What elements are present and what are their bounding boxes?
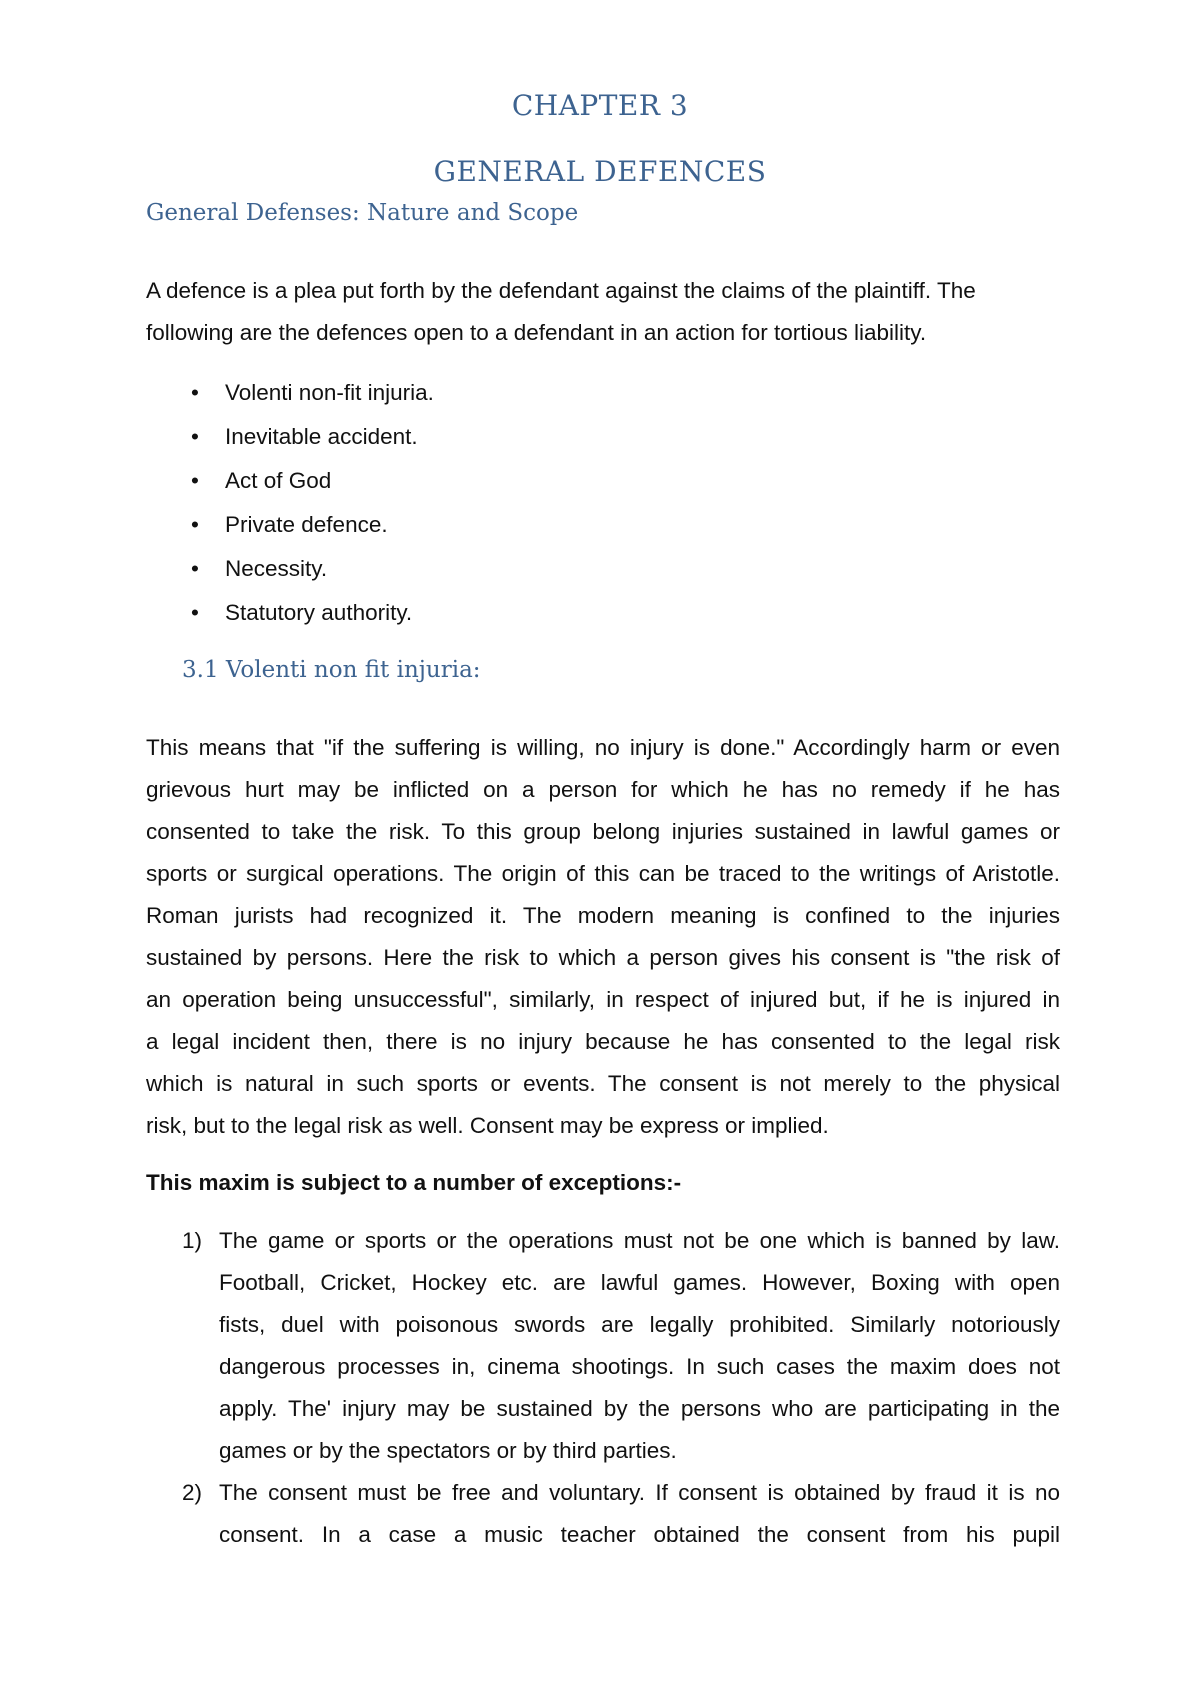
paragraph-line: apply. The' injury may be sustained by the persons who are participating in the: [219, 1396, 1060, 1421]
bullet-icon: •: [191, 512, 199, 537]
exceptions-heading: This maxim is subject to a number of exceptions:-: [146, 1170, 682, 1195]
list-item-text: Act of God: [225, 468, 332, 493]
paragraph-line: dangerous processes in, cinema shootings. In such cases the maxim does not: [219, 1354, 1060, 1379]
paragraph-line: an operation being unsuccessful", similarly, in respect of injured but, if he is injured in: [146, 987, 1060, 1012]
paragraph-line: consented to take the risk. To this group belong injuries sustained in lawful games or: [146, 819, 1060, 844]
paragraph-line: sustained by persons. Here the risk to which a person gives his consent is "the risk of: [146, 945, 1060, 970]
bullet-icon: •: [191, 424, 199, 449]
exception-text: [219, 1472, 1060, 1556]
bullet-icon: •: [191, 468, 199, 493]
paragraph-line: consent. In a case a music teacher obtained the consent from his pupil: [219, 1522, 1060, 1547]
bullet-icon: •: [191, 556, 199, 581]
intro-line: following are the defences open to a defendant in an action for tortious liability.: [146, 320, 927, 345]
list-item-text: Volenti non-fit injuria.: [225, 380, 434, 405]
list-item: [146, 503, 434, 547]
paragraph-line: The consent must be free and voluntary. If consent is obtained by fraud it is no: [219, 1480, 1060, 1505]
list-item: [146, 547, 434, 591]
list-item-text: Necessity.: [225, 556, 328, 581]
list-item: [146, 459, 434, 503]
bullet-icon: •: [191, 600, 199, 625]
intro-paragraph: [146, 270, 1060, 354]
paragraph-line: grievous hurt may be inflicted on a person for which he has no remedy if he has: [146, 777, 1060, 802]
paragraph-line: Roman jurists had recognized it. The modern meaning is confined to the injuries: [146, 903, 1060, 928]
paragraph-line: fists, duel with poisonous swords are legally prohibited. Similarly notoriously: [219, 1312, 1060, 1337]
chapter-number-heading: CHAPTER 3: [511, 89, 689, 122]
exception-number: 1): [182, 1228, 203, 1253]
paragraph-line: Football, Cricket, Hockey etc. are lawful games. However, Boxing with open: [219, 1270, 1060, 1295]
defences-list: [146, 371, 434, 635]
list-item: [146, 371, 434, 415]
exception-item: [182, 1472, 1060, 1556]
chapter-title-heading: GENERAL DEFENCES: [433, 155, 767, 188]
exception-text: [219, 1220, 1060, 1472]
paragraph-line: a legal incident then, there is no injury because he has consented to the legal risk: [146, 1029, 1060, 1054]
paragraph-line: games or by the spectators or by third parties.: [219, 1438, 677, 1463]
paragraph-line: sports or surgical operations. The origin of this can be traced to the writings of Aristotle.: [146, 861, 1060, 886]
section-heading: General Defenses: Nature and Scope: [146, 200, 579, 226]
list-item: [146, 415, 434, 459]
list-item-text: Private defence.: [225, 512, 388, 537]
intro-line: A defence is a plea put forth by the defendant against the claims of the plaintiff. The: [146, 278, 976, 303]
paragraph-line: This means that "if the suffering is willing, no injury is done." Accordingly harm or even: [146, 735, 1060, 760]
paragraph-line: risk, but to the legal risk as well. Consent may be express or implied.: [146, 1113, 829, 1138]
exception-number: 2): [182, 1480, 203, 1505]
volenti-paragraph: [146, 727, 1060, 1147]
list-item-text: Inevitable accident.: [225, 424, 418, 449]
list-item-text: Statutory authority.: [225, 600, 413, 625]
bullet-icon: •: [191, 380, 199, 405]
subsection-heading: 3.1 Volenti non fit injuria:: [182, 657, 481, 683]
paragraph-line: which is natural in such sports or events. The consent is not merely to the physical: [146, 1071, 1060, 1096]
exception-item: [182, 1220, 1060, 1472]
list-item: [146, 591, 434, 635]
paragraph-line: The game or sports or the operations must not be one which is banned by law.: [219, 1228, 1060, 1253]
